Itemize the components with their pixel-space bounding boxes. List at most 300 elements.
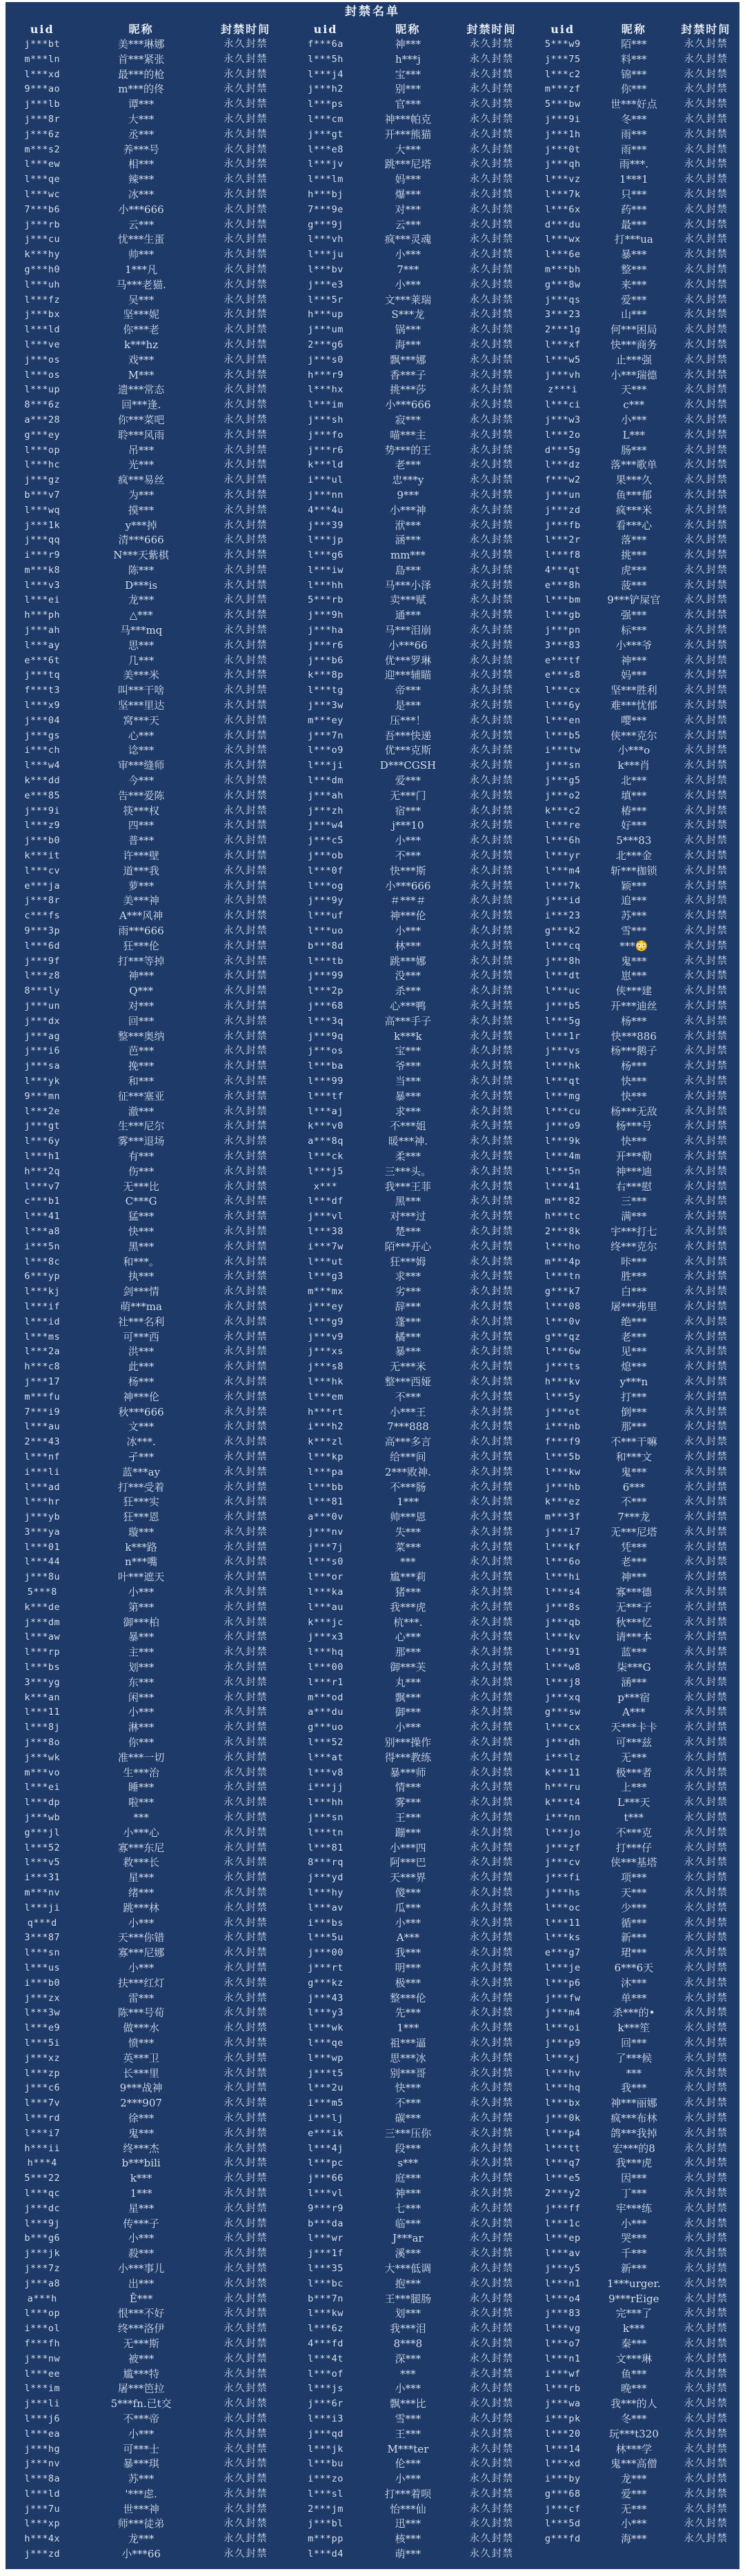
nickname-cell: y***掉 (125, 519, 157, 532)
nickname-cell: 请***本 (615, 1631, 653, 1644)
ban-time-cell: 永久封禁 (223, 775, 268, 787)
nickname-cell: 小*** (395, 1721, 421, 1734)
ban-time-cell: 永久封禁 (469, 1691, 514, 1703)
nickname-cell: 7***888 (387, 1420, 429, 1433)
nickname-cell: 愤*** (128, 2036, 155, 2049)
nickname-cell: J***ar (393, 2232, 424, 2245)
uid-cell: l***us (24, 1962, 61, 1973)
uid-cell: l***tn (544, 1271, 581, 1282)
table-header (288, 21, 530, 37)
ban-time-cell: 永久封禁 (684, 1797, 728, 1809)
uid-cell: j***cv (544, 1857, 581, 1869)
uid-cell: l***ld (24, 324, 61, 336)
nickname-cell: 庭*** (395, 2172, 421, 2185)
ban-time-cell: 永久封禁 (469, 2518, 514, 2530)
nickname-cell: 循*** (621, 1916, 647, 1929)
ban-time-cell: 永久封禁 (223, 1812, 268, 1824)
uid-cell: l***vz (544, 174, 581, 185)
nickname-cell: 马***小泽 (384, 578, 432, 592)
ban-time-cell: 永久封禁 (223, 2443, 268, 2455)
uid-cell: l***ea (24, 2428, 61, 2439)
ban-table-group-3 (530, 21, 739, 2547)
nickname-cell: 芭*** (128, 1045, 155, 1058)
ban-time-cell: 永久封禁 (684, 2428, 728, 2439)
uid-cell: j***un (544, 489, 581, 501)
ban-time-cell: 永久封禁 (684, 2097, 728, 2109)
uid-cell: j***yb (24, 1511, 61, 1523)
nickname-cell: 心*** (395, 1631, 421, 1644)
ban-time-cell: 永久封禁 (223, 1541, 268, 1553)
nickname-cell: 疯***灵魂 (384, 233, 432, 246)
ban-time-cell: 永久封禁 (684, 2217, 728, 2229)
table-body (530, 37, 739, 2547)
ban-time-cell: 永久封禁 (223, 1316, 268, 1327)
ban-time-cell: 永久封禁 (469, 203, 514, 215)
uid-cell: l***vh (308, 234, 344, 245)
nickname-cell: 求*** (395, 1270, 421, 1283)
ban-time-cell: 永久封禁 (223, 1647, 268, 1658)
nickname-cell: 只*** (621, 188, 647, 201)
ban-time-cell: 永久封禁 (684, 2248, 728, 2260)
nickname-cell: 狂***姆 (390, 1255, 426, 1268)
nickname-cell: 杭***. (393, 1616, 423, 1629)
nickname-cell: 神*** (395, 2186, 421, 2200)
nickname-cell: 马***mq (119, 624, 163, 637)
uid-cell: j***y5 (544, 2262, 581, 2274)
uid-cell: 7***i9 (24, 1406, 61, 1418)
uid-cell: l***ay (24, 639, 61, 651)
ban-time-cell: 永久封禁 (684, 68, 728, 80)
nickname-cell: 屠***弗里 (610, 1300, 657, 1313)
ban-time-cell: 永久封禁 (469, 1797, 514, 1809)
ban-time-cell: 永久封禁 (684, 2262, 728, 2274)
nickname-cell: 大*** (395, 143, 421, 156)
nickname-cell: 6***6天 (614, 1962, 654, 1974)
nickname-cell: 林*** (395, 939, 421, 952)
ban-time-cell: 永久封禁 (469, 219, 514, 230)
nickname-cell: 道***我 (123, 864, 159, 877)
nickname-cell: 了***候 (615, 2051, 653, 2064)
uid-cell: j***qh (544, 159, 581, 170)
uid-cell: l***wc (24, 188, 61, 200)
uid-cell: l***p6 (544, 1977, 581, 1989)
nickname-cell: 徐*** (128, 2111, 155, 2124)
nickname-cell: 雾*** (395, 1796, 421, 1809)
ban-time-cell: 永久封禁 (223, 865, 268, 876)
nickname-cell: 阿***巴 (390, 1856, 426, 1869)
ban-time-cell: 永久封禁 (223, 1165, 268, 1177)
nickname-cell: 高***多言 (384, 1436, 432, 1449)
nickname-cell: 沐*** (621, 1976, 647, 1989)
nickname-cell: 忠***y (392, 474, 424, 487)
ban-time-cell: 永久封禁 (469, 579, 514, 591)
ban-time-cell: 永久封禁 (469, 2293, 514, 2304)
nickname-cell: 不*** (395, 849, 421, 863)
uid-cell: m***pp (308, 2533, 344, 2545)
nickname-cell: 快*** (621, 1074, 647, 1087)
ban-time-cell: 永久封禁 (469, 2187, 514, 2199)
ban-time-cell: 永久封禁 (223, 2052, 268, 2064)
ban-time-cell: 永久封禁 (223, 203, 268, 215)
ban-time-cell: 永久封禁 (223, 1015, 268, 1027)
ban-time-cell: 永久封禁 (223, 1271, 268, 1282)
ban-time-cell: 永久封禁 (223, 489, 268, 501)
uid-cell: l***uh (24, 279, 61, 290)
uid-cell: l***52 (24, 1842, 61, 1853)
ban-time-cell: 永久封禁 (684, 970, 728, 982)
nickname-cell: 林***学 (615, 2442, 653, 2455)
ban-time-cell: 永久封禁 (223, 399, 268, 411)
ban-time-cell: 永久封禁 (684, 1045, 728, 1057)
ban-time-cell: 永久封禁 (223, 1331, 268, 1342)
uid-cell: j***um (308, 324, 344, 336)
nickname-cell: 我*** (395, 1946, 421, 1960)
uid-cell: m***bh (544, 263, 581, 275)
uid-cell: k***de (24, 1601, 61, 1613)
uid-cell: j***8u (24, 1571, 61, 1583)
nickname-cell: c*** (623, 399, 645, 412)
nickname-cell: 暴*** (621, 248, 647, 261)
uid-cell: l***ew (24, 159, 61, 170)
ban-time-cell: 永久封禁 (223, 174, 268, 185)
ban-time-cell: 永久封禁 (469, 1541, 514, 1553)
uid-cell: j***39 (308, 519, 344, 531)
uid-cell: g***68 (544, 2488, 581, 2499)
uid-cell: f***w2 (544, 474, 581, 486)
ban-time-cell: 永久封禁 (684, 1917, 728, 1929)
uid-cell: l***5y (544, 1391, 581, 1402)
uid-cell: j***rt (308, 1962, 344, 1973)
nickname-cell: 海*** (621, 2533, 647, 2546)
uid-cell: l***41 (544, 1180, 581, 1192)
nickname-cell: Q*** (129, 985, 154, 998)
nickname-cell: 苏*** (128, 2473, 155, 2486)
nickname-cell: 单*** (621, 1991, 647, 2004)
nickname-cell: 情*** (395, 1781, 421, 1794)
ban-time-cell: 永久封禁 (223, 2157, 268, 2169)
uid-cell: l***qe (24, 174, 61, 185)
nickname-cell: 我***虎 (390, 1600, 426, 1613)
uid-cell: m***nv (24, 1887, 61, 1899)
uid-cell: l***ad (24, 1481, 61, 1493)
uid-cell: l***hx (308, 384, 344, 396)
uid-cell: f***f9 (544, 1436, 581, 1448)
nickname-cell: 官*** (395, 98, 421, 111)
nickname-cell: mm*** (390, 549, 426, 562)
uid-cell: l***kw (544, 1466, 581, 1478)
ban-time-cell: 永久封禁 (223, 1150, 268, 1162)
ban-time-cell: 永久封禁 (223, 1511, 268, 1523)
ban-time-cell: 永久封禁 (469, 865, 514, 876)
uid-cell: i***lz (544, 1751, 581, 1763)
nickname-cell: 祖***逼 (390, 2036, 426, 2049)
uid-cell: l***w5 (544, 354, 581, 365)
uid-cell: j***un (24, 1000, 61, 1012)
uid-cell: j***hb (544, 1481, 581, 1493)
ban-time-cell: 永久封禁 (223, 159, 268, 170)
nickname-cell: 绝*** (621, 1315, 647, 1328)
ban-time-cell: 永久封禁 (469, 2533, 514, 2545)
nickname-cell: 不*** (395, 2097, 421, 2110)
uid-cell: l***js (308, 2383, 344, 2395)
nickname-cell: 不*** (621, 1496, 647, 1509)
uid-cell: l***ks (544, 1932, 581, 1944)
nickname-cell: 开***熊猫 (384, 128, 432, 141)
ban-time-cell: 永久封禁 (469, 489, 514, 501)
ban-time-cell: 永久封禁 (684, 1827, 728, 1838)
nickname-cell: 龙*** (128, 594, 155, 607)
nickname-cell: 窝***天 (123, 714, 159, 727)
ban-time-cell: 永久封禁 (223, 1977, 268, 1989)
nickname-cell: △*** (129, 609, 153, 622)
nickname-cell: 白*** (621, 1285, 647, 1298)
uid-cell: l***oi (544, 2022, 581, 2034)
nickname-cell: b***bili (121, 2157, 161, 2170)
nickname-cell: 涵*** (621, 1676, 647, 1689)
uid-cell: b***da (308, 2217, 344, 2229)
nickname-cell: 小*** (621, 2517, 647, 2530)
ban-time-cell: 永久封禁 (223, 1947, 268, 1959)
uid-cell: l***kw (308, 2308, 344, 2320)
ban-time-cell: 永久封禁 (469, 1060, 514, 1072)
uid-cell: l***5i (24, 2037, 61, 2049)
ban-time-cell: 永久封禁 (223, 2127, 268, 2139)
nickname-cell: 终***杰 (123, 2142, 159, 2155)
nickname-cell: 珺*** (621, 1946, 647, 1960)
uid-cell: l***y3 (308, 2007, 344, 2019)
ban-time-cell: 永久封禁 (684, 625, 728, 636)
nickname-cell: 淋*** (128, 1721, 155, 1734)
uid-cell: l***cm (308, 113, 344, 125)
ban-time-cell: 永久封禁 (223, 2518, 268, 2530)
nickname-cell: 叫***干啥 (117, 684, 165, 697)
ban-time-cell: 永久封禁 (469, 925, 514, 937)
nickname-cell: 嘤*** (621, 714, 647, 727)
ban-time-cell: 永久封禁 (684, 1691, 728, 1703)
nickname-cell: 冬*** (621, 2412, 647, 2425)
uid-cell: l***j5 (308, 1165, 344, 1177)
uid-cell: l***aw (24, 1631, 61, 1643)
ban-time-cell: 永久封禁 (223, 39, 268, 50)
uid-cell: j***7n (308, 729, 344, 741)
nickname-cell: 锦*** (621, 68, 647, 81)
uid-cell: g***9j (308, 219, 344, 230)
nickname-cell: 高***手子 (384, 1014, 432, 1027)
uid-cell: m***vo (24, 1767, 61, 1778)
uid-cell: l***mg (544, 1090, 581, 1102)
ban-time-cell: 永久封禁 (223, 1361, 268, 1373)
nickname-cell: 文***琳 (615, 2352, 653, 2365)
uid-cell: l***11 (544, 1917, 581, 1929)
uid-cell: l***tf (308, 1090, 344, 1102)
ban-time-cell: 永久封禁 (223, 1767, 268, 1778)
ban-time-cell: 永久封禁 (223, 2413, 268, 2424)
nickname-cell: 势***的王 (384, 443, 432, 456)
uid-cell: l***ka (308, 1587, 344, 1598)
ban-time-cell: 永久封禁 (469, 1225, 514, 1237)
uid-cell: l***ps (308, 99, 344, 110)
nickname-cell: 杨***号 (615, 1120, 653, 1133)
uid-cell: 3***yg (24, 1676, 61, 1688)
ban-time-cell: 永久封禁 (223, 805, 268, 816)
ban-time-cell: 永久封禁 (469, 1887, 514, 1899)
ban-time-cell: 永久封禁 (469, 880, 514, 892)
ban-time-cell: 永久封禁 (469, 263, 514, 275)
uid-cell: l***tn (308, 1827, 344, 1838)
ban-time-cell: 永久封禁 (469, 2202, 514, 2214)
ban-time-cell: 永久封禁 (684, 1556, 728, 1568)
nickname-cell: *** (626, 2066, 642, 2080)
nickname-cell: 宇***打七 (610, 1225, 657, 1238)
ban-time-cell: 永久封禁 (223, 610, 268, 621)
uid-cell: l***xj (544, 2052, 581, 2064)
uid-cell: j***gs (24, 729, 61, 741)
uid-cell: j***zf (544, 1842, 581, 1853)
uid-cell: l***hv (544, 2067, 581, 2079)
nickname-cell: 征***塞亚 (117, 1089, 165, 1103)
uid-cell: j***nv (308, 1526, 344, 1538)
ban-time-cell: 永久封禁 (469, 1015, 514, 1027)
ban-time-cell: 永久封禁 (223, 2037, 268, 2049)
ban-time-cell: 永久封禁 (469, 1977, 514, 1989)
ban-time-cell: 永久封禁 (469, 159, 514, 170)
nickname-cell: 止***强 (615, 353, 653, 366)
ban-time-cell: 永久封禁 (684, 2112, 728, 2124)
ban-time-cell: 永久封禁 (469, 985, 514, 997)
uid-cell: k***it (24, 850, 61, 862)
nickname-cell: 别*** (395, 83, 421, 96)
nickname-cell: 黑*** (395, 1195, 421, 1208)
nickname-cell: 你*** (128, 1736, 155, 1749)
ban-time-cell: 永久封禁 (684, 1451, 728, 1462)
ban-time-cell: 永久封禁 (469, 1707, 514, 1718)
ban-time-cell: 永久封禁 (684, 910, 728, 922)
ban-time-cell: 永久封禁 (469, 2473, 514, 2485)
nickname-cell: 妈*** (621, 669, 647, 682)
nickname-cell: 光*** (128, 459, 155, 472)
uid-cell: j***6r (308, 2398, 344, 2410)
ban-time-cell: 永久封禁 (469, 1587, 514, 1598)
ban-time-cell: 永久封禁 (684, 1662, 728, 1673)
nickname-cell: 不***克 (615, 1826, 653, 1839)
nickname-cell: n***嘴 (125, 1556, 158, 1569)
ban-time-cell: 永久封禁 (469, 279, 514, 290)
uid-cell: l***op (24, 444, 61, 456)
uid-cell: l***iw (308, 564, 344, 576)
ban-time-cell: 永久封禁 (469, 760, 514, 772)
nickname-cell: 小***心 (123, 1826, 159, 1839)
nickname-cell: 鬼*** (621, 954, 647, 967)
uid-cell: j***dh (544, 1737, 581, 1749)
nickname-cell: 1***凡 (125, 263, 158, 276)
ban-time-cell: 永久封禁 (223, 1436, 268, 1448)
uid-cell: j***fi (544, 1872, 581, 1884)
nickname-cell: 和***。 (123, 1255, 159, 1268)
uid-cell: j***vh (544, 369, 581, 381)
nickname-cell: 1*** (397, 2022, 419, 2035)
uid-cell: l***1r (544, 1030, 581, 1042)
nickname-cell: 尴***特 (123, 2367, 159, 2380)
nickname-cell: 狂***伦 (123, 939, 159, 952)
uid-cell: j***8s (544, 1601, 581, 1613)
nickname-cell: 聆***风雨 (117, 428, 165, 441)
nickname-cell: L*** (622, 428, 646, 441)
ban-time-cell: 永久封禁 (223, 1406, 268, 1418)
ban-time-cell: 永久封禁 (223, 1346, 268, 1358)
ban-time-cell: 永久封禁 (684, 714, 728, 726)
nickname-cell: 香***子 (390, 368, 426, 381)
ban-time-cell: 永久封禁 (469, 2458, 514, 2470)
ban-time-cell: 永久封禁 (684, 654, 728, 666)
uid-cell: l***6z (308, 2323, 344, 2335)
nickname-cell: 碳*** (395, 2111, 421, 2124)
uid-cell: k***hy (24, 249, 61, 261)
nickname-cell: *** (133, 1811, 149, 1824)
uid-cell: l***n1 (544, 2353, 581, 2364)
uid-cell: l***cq (544, 940, 581, 952)
uid-cell: a***h (27, 2293, 57, 2304)
nickname-cell: 无***斯 (123, 2337, 159, 2350)
uid-cell: i***tw (544, 745, 581, 756)
uid-cell: j***ts (544, 1361, 581, 1373)
nickname-cell: 爱*** (621, 293, 647, 306)
ban-time-cell: 永久封禁 (469, 1827, 514, 1838)
uid-cell: j***s0 (308, 354, 344, 365)
uid-cell: 9***3p (24, 925, 61, 937)
uid-cell: l***ut (308, 1256, 344, 1267)
nickname-cell: 侠***建 (615, 985, 653, 998)
uid-cell: l***dp (24, 1797, 61, 1809)
nickname-cell: 开***迪丝 (610, 1000, 657, 1012)
ban-time-cell: 永久封禁 (469, 188, 514, 200)
nickname-cell: 狂***实 (123, 1496, 159, 1509)
nickname-cell: 老*** (621, 1330, 647, 1343)
uid-cell: l***wk (308, 2022, 344, 2034)
uid-cell: l***xd (544, 2458, 581, 2470)
nickname-cell: 做***水 (123, 2022, 159, 2035)
ban-time-cell: 永久封禁 (469, 519, 514, 531)
ban-time-cell: 永久封禁 (684, 2007, 728, 2019)
ban-time-cell: 永久封禁 (223, 2007, 268, 2019)
ban-time-cell: 永久封禁 (469, 1751, 514, 1763)
ban-time-cell: 永久封禁 (469, 2142, 514, 2154)
uid-cell: h***4 (27, 2157, 57, 2169)
uid-cell: j***c6 (24, 2082, 61, 2094)
nickname-cell: 美***琳娜 (117, 38, 165, 50)
uid-cell: l***91 (544, 1647, 581, 1658)
ban-time-cell: 永久封禁 (223, 1496, 268, 1508)
nickname-cell: 迎***辅瞄 (384, 669, 432, 682)
nickname-cell: 雨*** (621, 128, 647, 141)
nickname-cell: 告***爱陈 (117, 789, 165, 802)
uid-cell: i***nn (544, 1812, 581, 1824)
nickname-cell: 老*** (395, 459, 421, 472)
nickname-cell: M*** (128, 368, 155, 381)
uid-cell: j***1f (308, 2248, 344, 2260)
uid-cell: i***ul (308, 474, 344, 486)
ban-time-cell: 永久封禁 (469, 1406, 514, 1418)
ban-time-cell: 永久封禁 (223, 279, 268, 290)
ban-time-cell: 永久封禁 (469, 174, 514, 185)
nickname-cell: 尴***莉 (390, 1571, 426, 1584)
ban-time-cell: 永久封禁 (469, 1286, 514, 1298)
column-header-uid: uid (550, 23, 575, 36)
nickname-cell: 完***了 (615, 2307, 653, 2320)
uid-cell: f***t3 (24, 685, 61, 696)
uid-cell: j***v9 (308, 1331, 344, 1342)
uid-cell: l***hh (308, 579, 344, 591)
nickname-cell: 萌*** (395, 2548, 421, 2561)
